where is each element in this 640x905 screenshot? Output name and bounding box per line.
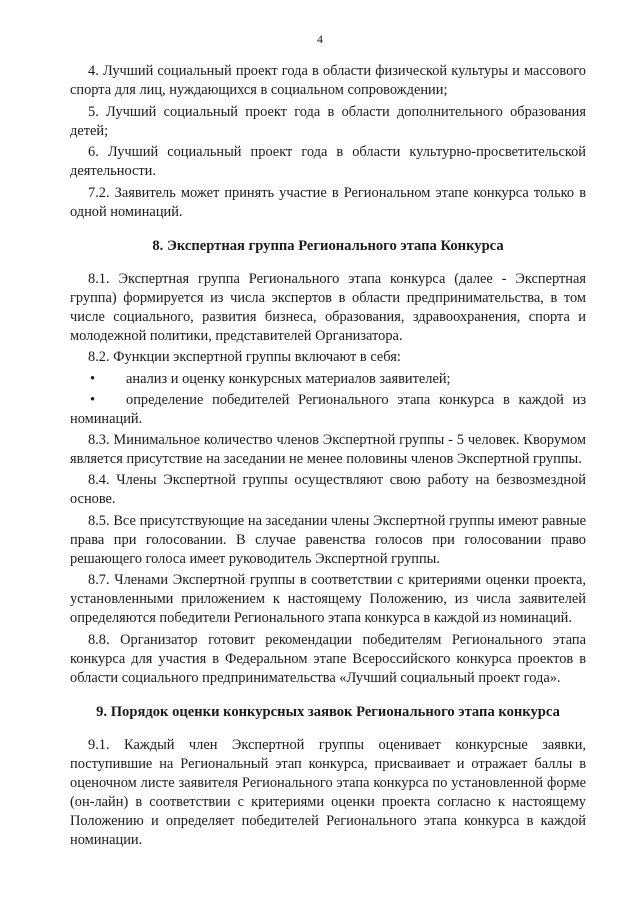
paragraph-nomination-4: 4. Лучший социальный проект года в области физической культуры и массового спорта для лиц, нуждающихся в социальном сопровождении; xyxy=(70,63,586,98)
paragraph-8-5: 8.5. Все присутствующие на заседании члены Экспертной группы имеют равные права при голосовании. В случае равенства голосов при голосовании право решающего голоса имеет руководитель Экспертной группы. xyxy=(70,512,586,567)
paragraph-8-8: 8.8. Организатор готовит рекомендации победителям Регионального этапа конкурса для участия в Федеральном этапе Всероссийского конкурса проектов в области социального предпринимательства «Лучший социальный проект года». xyxy=(70,631,586,686)
paragraph-nomination-6: 6. Лучший социальный проект года в области культурно-просветительской деятельности. xyxy=(70,144,586,179)
bullet-text: анализ и оценку конкурсных материалов заявителей; xyxy=(126,370,451,387)
paragraph-8-3: 8.3. Минимальное количество членов Экспертной группы - 5 человек. Кворумом является присутствие на заседании не менее половины членов Экспертной группы. xyxy=(70,431,586,467)
bullet-icon: • xyxy=(90,391,96,408)
paragraph-8-1: 8.1. Экспертная группа Регионального этапа конкурса (далее - Экспертная группа) формируется из числа экспертов в области предпринимательства, в том числе социального, развития бизнеса, образования, здравоохранения, спорта и молодежной политики, представителей Организатора. xyxy=(70,270,586,344)
section-8-heading: 8. Экспертная группа Регионального этапа Конкурса xyxy=(152,237,504,254)
bullet-item xyxy=(70,370,586,389)
bullet-icon: • xyxy=(90,370,96,387)
paragraph-7-2: 7.2. Заявитель может принять участие в Региональном этапе конкурса только в одной номинаций. xyxy=(70,184,586,220)
paragraph-8-2: 8.2. Функции экспертной группы включают в себя: xyxy=(88,349,401,365)
paragraph-nomination-5: 5. Лучший социальный проект года в области дополнительного образования детей; xyxy=(70,103,586,139)
page-number: 4 xyxy=(317,32,323,46)
paragraph-8-4: 8.4. Члены Экспертной группы осуществляют свою работу на безвозмездной основе. xyxy=(70,472,586,507)
bullet-item xyxy=(70,391,586,429)
paragraph-9-1: 9.1. Каждый член Экспертной группы оценивает конкурсные заявки, поступившие на Региональный этап конкурса, присваивает и отражает баллы в оценочном листе заявителя Регионального этапа конкурса по установленной форме (он-лайн) в соответствии с критериями оценки проекта согласно к настоящему Положению и определяет победителей Регионального этапа конкурса в каждой номинации. xyxy=(70,736,586,848)
bullet-text: определение победителей Регионального этапа конкурса в каждой из номинаций. xyxy=(70,391,586,427)
paragraph-8-7: 8.7. Членами Экспертной группы в соответствии с критериями оценки проекта, установленными приложением к настоящему Положению, из числа заявителей определяются победители Регионального этапа конкурса в каждой из номинаций. xyxy=(70,572,586,626)
document-body xyxy=(70,62,586,852)
section-9-heading: 9. Порядок оценки конкурсных заявок Регионального этапа конкурса xyxy=(96,703,560,720)
